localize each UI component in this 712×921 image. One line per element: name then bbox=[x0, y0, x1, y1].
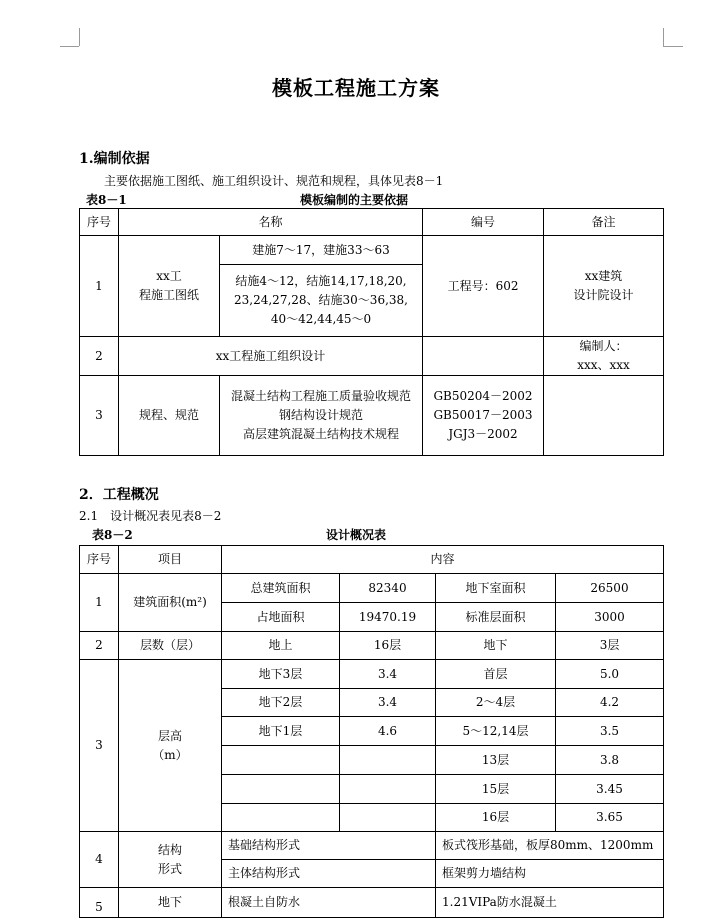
header-cell: 项目 bbox=[119, 546, 222, 574]
crop-mark-top-right bbox=[663, 28, 664, 46]
label-cell: 15层 bbox=[436, 775, 556, 804]
label-cell: 地下 bbox=[436, 632, 556, 660]
section-1-intro: 主要依据施工图纸、施工组织设计、规范和规程，具体见表8－1 bbox=[104, 174, 444, 188]
label-cell: 地下3层 bbox=[222, 660, 340, 689]
label-cell: 16层 bbox=[436, 804, 556, 832]
value-cell: 3.5 bbox=[556, 717, 664, 746]
row-number: 5 bbox=[80, 888, 119, 918]
header-cell: 备注 bbox=[544, 209, 664, 236]
value-cell bbox=[340, 746, 436, 775]
header-cell: 序号 bbox=[80, 209, 119, 236]
note-cell: xx建筑 设计院设计 bbox=[544, 236, 664, 337]
value-cell: 4.2 bbox=[556, 689, 664, 717]
item-cell: 层数（层） bbox=[119, 632, 222, 660]
item-cell: 结构 形式 bbox=[119, 832, 222, 888]
value-cell: 1.21VIPa防水混凝土 bbox=[436, 888, 664, 918]
table-1-title: 模板编制的主要依据 bbox=[300, 193, 409, 207]
basis-table bbox=[79, 208, 664, 456]
label-cell: 标准层面积 bbox=[436, 603, 556, 632]
row-number: 1 bbox=[80, 574, 119, 632]
value-cell: 3.4 bbox=[340, 689, 436, 717]
crop-mark-top-left bbox=[79, 28, 80, 46]
label-cell: 地下室面积 bbox=[436, 574, 556, 603]
header-cell: 编号 bbox=[423, 209, 544, 236]
row-number: 3 bbox=[80, 660, 119, 832]
label-cell: 首层 bbox=[436, 660, 556, 689]
value-cell: 3000 bbox=[556, 603, 664, 632]
crop-mark-top-left bbox=[60, 46, 79, 47]
name-cell: xx工 程施工图纸 bbox=[119, 236, 220, 337]
value-cell: 82340 bbox=[340, 574, 436, 603]
value-cell: 3.45 bbox=[556, 775, 664, 804]
detail-cell: 混凝土结构工程施工质量验收规范 钢结构设计规范 高层建筑混凝土结构技术规程 bbox=[220, 376, 423, 456]
header-cell: 序号 bbox=[80, 546, 119, 574]
label-cell: 5～12,14层 bbox=[436, 717, 556, 746]
value-cell: 5.0 bbox=[556, 660, 664, 689]
note-cell bbox=[544, 376, 664, 456]
label-cell bbox=[222, 804, 340, 832]
label-cell: 13层 bbox=[436, 746, 556, 775]
document-title: 模板工程施工方案 bbox=[272, 76, 440, 100]
crop-mark-top-right bbox=[663, 46, 683, 47]
row-number: 4 bbox=[80, 832, 119, 888]
value-cell: 3层 bbox=[556, 632, 664, 660]
row-number: 2 bbox=[80, 337, 119, 376]
row-number: 3 bbox=[80, 376, 119, 456]
label-cell: 地上 bbox=[222, 632, 340, 660]
header-cell: 名称 bbox=[119, 209, 423, 236]
section-2-subheading: 2.1 设计概况表见表8－2 bbox=[79, 509, 222, 523]
table-2-number: 表8－2 bbox=[92, 528, 133, 542]
section-2-heading: 2．工程概况 bbox=[79, 487, 159, 503]
name-cell: 规程、规范 bbox=[119, 376, 220, 456]
design-overview-table bbox=[79, 545, 664, 918]
name-cell: xx工程施工组织设计 bbox=[119, 337, 423, 376]
label-cell: 地下1层 bbox=[222, 717, 340, 746]
value-cell: 框架剪力墙结构 bbox=[436, 860, 664, 888]
row-number: 2 bbox=[80, 632, 119, 660]
item-cell: 层高 （m） bbox=[119, 660, 222, 832]
value-cell: 3.65 bbox=[556, 804, 664, 832]
code-cell: GB50204－2002 GB50017－2003 JGJ3－2002 bbox=[423, 376, 544, 456]
label-cell: 总建筑面积 bbox=[222, 574, 340, 603]
value-cell: 板式筏形基础，板厚80mm、1200mm bbox=[436, 832, 664, 860]
detail-cell: 建施7～17，建施33～63 bbox=[220, 236, 423, 265]
label-cell bbox=[222, 775, 340, 804]
detail-cell: 结施4～12，结施14,17,18,20, 23,24,27,28、结施30～36,38, 40～42,44,45～0 bbox=[220, 265, 423, 337]
header-cell: 内容 bbox=[222, 546, 664, 574]
label-cell: 主体结构形式 bbox=[222, 860, 436, 888]
label-cell: 根凝土自防水 bbox=[222, 888, 436, 918]
table-1-number: 表8－1 bbox=[86, 193, 127, 207]
label-cell bbox=[222, 746, 340, 775]
table-2-title: 设计概况表 bbox=[326, 528, 387, 542]
value-cell: 4.6 bbox=[340, 717, 436, 746]
value-cell: 19470.19 bbox=[340, 603, 436, 632]
item-cell: 地下 bbox=[119, 888, 222, 918]
label-cell: 地下2层 bbox=[222, 689, 340, 717]
value-cell bbox=[340, 775, 436, 804]
code-cell: 工程号：602 bbox=[423, 236, 544, 337]
label-cell: 占地面积 bbox=[222, 603, 340, 632]
value-cell: 26500 bbox=[556, 574, 664, 603]
label-cell: 2～4层 bbox=[436, 689, 556, 717]
row-number: 1 bbox=[80, 236, 119, 337]
value-cell bbox=[340, 804, 436, 832]
label-cell: 基础结构形式 bbox=[222, 832, 436, 860]
code-cell bbox=[423, 337, 544, 376]
value-cell: 3.4 bbox=[340, 660, 436, 689]
note-cell: 编制人： xxx、xxx bbox=[544, 337, 664, 376]
item-cell: 建筑面积(m²) bbox=[119, 574, 222, 632]
section-1-heading: 1.编制依据 bbox=[79, 151, 150, 167]
value-cell: 16层 bbox=[340, 632, 436, 660]
value-cell: 3.8 bbox=[556, 746, 664, 775]
